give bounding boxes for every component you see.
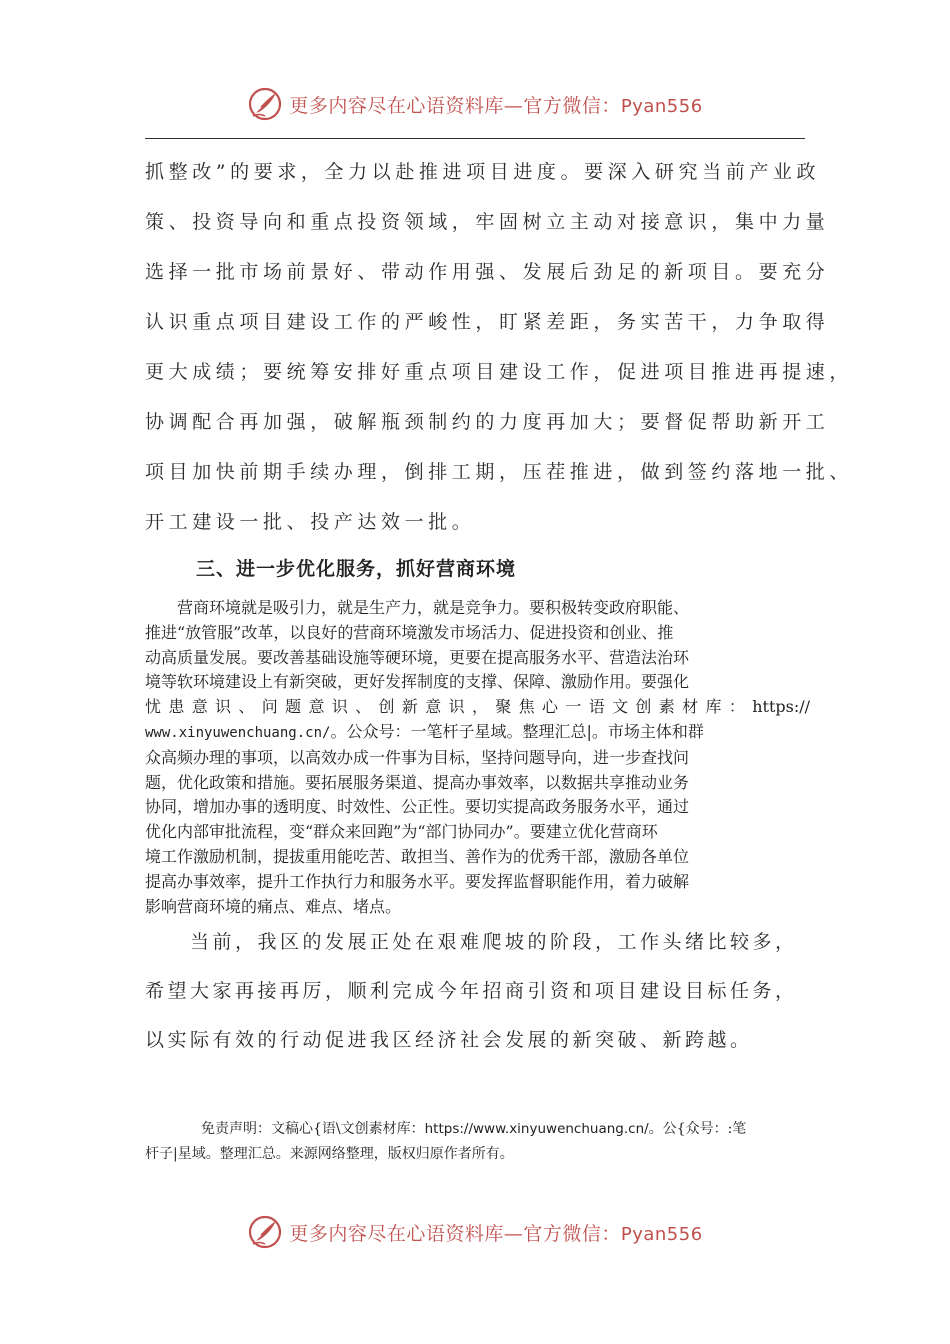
- disclaimer-line-2: 杆子|星域。整理汇总。来源网络整理，版权归原作者所有。: [145, 1146, 514, 1162]
- disclaimer-text: 。公{众号：:笔: [648, 1121, 747, 1137]
- para1-line: 策、投资导向和重点投资领域，牢固树立主动对接意识，集中力量: [145, 211, 830, 233]
- source-url: www.xinyuwenchuang.cn/: [145, 724, 331, 741]
- para2-line: 影响营商环境的痛点、难点、堵点。: [145, 896, 402, 916]
- para1-line: 认识重点项目建设工作的严峻性，盯紧差距，务实苦干，力争取得: [145, 311, 830, 333]
- para3-line: 当前，我区的发展正处在艰难爬坡的阶段，工作头绪比较多，: [145, 931, 798, 953]
- para3-line: 希望大家再接再厉，顺利完成今年招商引资和项目建设目标任务，: [145, 980, 798, 1002]
- para2-line: 提高办事效率，提升工作执行力和服务水平。要发挥监督职能作用，着力破解: [145, 871, 690, 891]
- para2-url-rest: 。公众号：一笔杆子星域。整理汇总|。市场主体和群: [330, 721, 704, 741]
- disclaimer-text: 免责声明：文稿心{语\文创素材库：: [145, 1121, 425, 1137]
- paragraph-3: [145, 918, 815, 1065]
- para2-line: 优化内部审批流程，变“群众来回跑”为“部门协同办”。要建立优化营商环: [145, 822, 658, 842]
- para2-line: 营商环境就是吸引力，就是生产力，就是竞争力。要积极转变政府职能、: [145, 598, 690, 617]
- para1-line: 协调配合再加强，破解瓶颈制约的力度再加大；要督促帮助新开工: [145, 411, 830, 433]
- banner-text-cn: 更多内容尽在心语资料库—官方微信：: [289, 1222, 621, 1245]
- para2-line: 协同，增加办事的透明度、时效性、公正性。要切实提高政务服务水平，通过: [145, 797, 690, 817]
- footer-banner: [0, 1210, 950, 1254]
- para2-url-line: [145, 720, 810, 746]
- banner-text: [289, 91, 702, 118]
- disclaimer-url: https://www.xinyuwenchuang.cn/: [424, 1121, 649, 1137]
- para2-line: 推进“放管服”改革，以良好的营商环境激发市场活力、促进投资和创业、推: [145, 622, 674, 642]
- para1-line: 抓整改”的要求，全力以赴推进项目进度。要深入研究当前产业政: [145, 161, 821, 183]
- header-banner: [0, 82, 950, 126]
- paragraph-2: [145, 596, 810, 919]
- header-rule: [145, 138, 805, 139]
- para2-line: 动高质量发展。要改善基础设施等硬环境，更要在提高服务水平、营造法治环: [145, 647, 690, 667]
- disclaimer: [145, 1117, 810, 1167]
- banner-text-cn: 更多内容尽在心语资料库—官方微信：: [289, 94, 621, 117]
- para2-line: 题，优化政策和措施。要拓展服务渠道、提高办事效率，以数据共享推动业务: [145, 772, 690, 792]
- para3-line: 以实际有效的行动促进我区经济社会发展的新突破、新跨越。: [145, 1029, 753, 1051]
- banner-text-en: Pyan556: [620, 95, 703, 117]
- disclaimer-line-1: [145, 1117, 810, 1142]
- banner-text: [289, 1219, 702, 1246]
- section-heading: 三、进一步优化服务，抓好营商环境: [196, 558, 517, 580]
- quill-logo-icon: [247, 1214, 283, 1250]
- para1-line: 开工建设一批、投产达效一批。: [145, 511, 476, 533]
- quill-logo-icon: [247, 86, 283, 122]
- para2-line: 众高频办理的事项，以高效办成一件事为目标，坚持问题导向，进一步查找问: [145, 747, 690, 767]
- banner-text-en: Pyan556: [620, 1223, 703, 1245]
- para2-line: 忧患意识、问题意识、创新意识，聚焦心一语文创素材库：https://: [145, 697, 810, 717]
- para1-line: 项目加快前期手续办理，倒排工期，压茬推进，做到签约落地一批、: [145, 461, 854, 483]
- para1-line: 选择一批市场前景好、带动作用强、发展后劲足的新项目。要充分: [145, 261, 830, 283]
- para1-line: 更大成绩；要统筹安排好重点项目建设工作，促进项目推进再提速，: [145, 361, 854, 383]
- para2-line: 境工作激励机制，提拔重用能吃苦、敢担当、善作为的优秀干部，激励各单位: [145, 846, 690, 866]
- para2-line: 境等软环境建设上有新突破，更好发挥制度的支撑、保障、激励作用。要强化: [145, 672, 690, 692]
- paragraph-1: [145, 147, 854, 547]
